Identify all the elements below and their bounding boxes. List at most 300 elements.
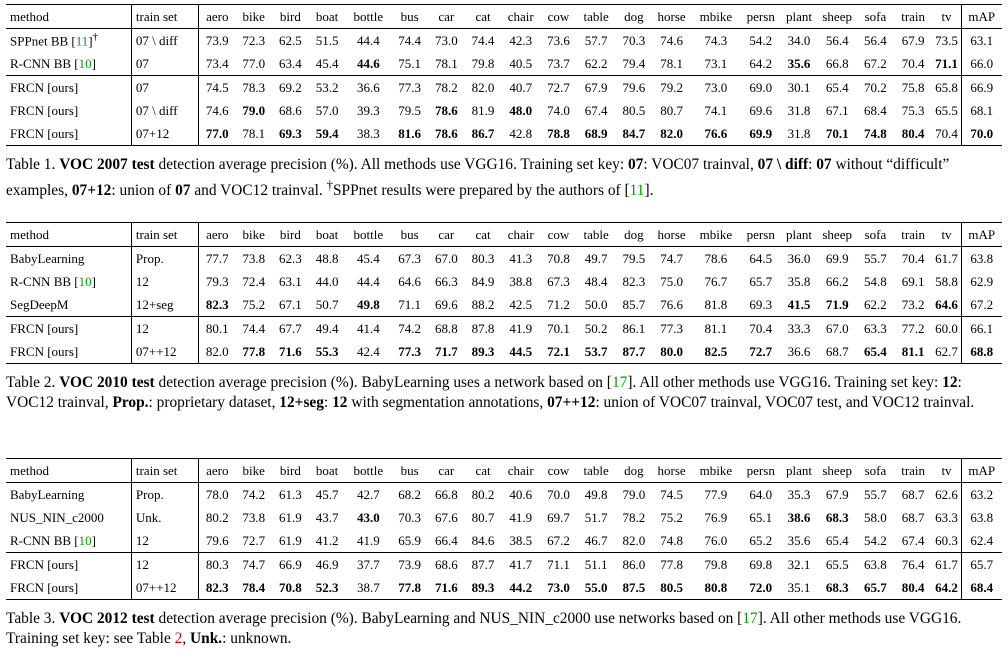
ap-cell: 77.0 [242,55,266,71]
ap-cell: 72.4 [242,273,266,289]
ap-cell: 48.0 [509,102,533,118]
column-header: train [894,223,933,247]
ap-cell: 71.9 [825,296,849,312]
column-header: mAP [961,223,1002,247]
table-1-caption: Table 1. VOC 2007 test detection average precision (%). All methods use VGG16. Training set key: 07: VOC07 trainval, 07 \ diff: 07 without “difficult” examples, 07+12: union of 07 and VOC12 trainval. †SPPnet results were prepared by the authors of [11]. [6,156,950,200]
column-header: sofa [857,459,894,483]
ap-cell: 35.6 [787,55,811,71]
ap-cell: 78.6 [428,122,465,146]
column-header: sheep [817,5,857,29]
ap-cell: 30.1 [781,76,818,100]
ap-cell: 79.8 [691,553,741,577]
table-row [6,99,1002,122]
ap-cell: 42.3 [509,32,533,48]
ap-cell: 42.4 [345,340,391,364]
ap-cell: 35.1 [781,576,818,600]
results-table-1 [6,4,1002,146]
ap-cell: 78.6 [704,250,728,266]
header-row [6,223,1002,247]
ap-cell: 87.5 [616,576,653,600]
method-cell: SPPnet BB [11]† [10,31,99,49]
column-header: plant [781,223,818,247]
ap-cell: 77.7 [205,250,229,266]
column-header: bike [235,223,272,247]
ap-cell: 56.4 [825,32,849,48]
ap-cell: 35.6 [787,532,811,548]
citation-link[interactable]: 17 [742,610,758,627]
ap-cell: 50.0 [584,296,608,312]
ap-cell: 42.8 [501,122,540,146]
ap-cell: 65.5 [817,553,857,577]
ap-cell: 72.7 [242,532,266,548]
column-header: bottle [345,459,391,483]
ap-cell: 62.2 [584,55,608,71]
method-name: FRCN [ours] [10,343,79,359]
ap-cell: 68.7 [901,486,925,502]
ap-cell: 75.2 [660,509,683,525]
ap-cell: 65.2 [749,532,773,548]
ap-cell: 82.3 [622,273,646,289]
ap-cell: 77.8 [652,553,691,577]
column-header: cat [465,5,502,29]
ap-cell: 71.1 [540,553,577,577]
ap-cell: 73.0 [691,76,741,100]
ap-cell: 81.1 [691,317,741,341]
ap-cell: 70.3 [622,32,646,48]
ap-cell: 36.0 [787,250,811,266]
ap-cell: 71.1 [935,55,958,71]
train-set-cell: 12 [131,553,198,577]
map-cell: 68.4 [961,576,1002,600]
ap-cell: 71.6 [272,340,309,364]
ap-cell: 63.1 [279,273,302,289]
map-cell: 66.1 [961,317,1002,341]
ap-cell: 66.4 [434,532,458,548]
ap-cell: 38.8 [509,273,533,289]
ap-cell: 78.1 [434,55,458,71]
ap-cell: 77.3 [652,317,691,341]
ap-cell: 49.8 [356,296,380,312]
ap-cell: 43.7 [315,509,339,525]
ap-cell: 81.8 [704,296,728,312]
column-header: chair [501,459,540,483]
ap-cell: 80.7 [660,102,683,118]
citation-link[interactable]: 10 [78,273,92,289]
table-3-body [6,459,1002,600]
ap-cell: 58.0 [864,509,887,525]
ap-cell: 87.8 [465,317,502,341]
column-header: bus [391,459,428,483]
ap-cell: 67.0 [817,317,857,341]
ap-cell: 37.7 [345,553,391,577]
results-table-2 [6,222,1002,364]
ap-cell: 74.4 [471,32,495,48]
ap-cell: 41.7 [501,553,540,577]
method-name: SPPnet BB [10,33,69,49]
table-2-body [6,223,1002,364]
ap-cell: 73.7 [547,55,570,71]
map-cell: 63.2 [961,483,1002,507]
method-name: FRCN [ours] [10,102,79,118]
citation-link[interactable]: 10 [78,532,92,548]
ap-cell: 68.8 [428,317,465,341]
ap-cell: 58.8 [935,273,958,289]
ap-cell: 80.4 [894,122,933,146]
ap-cell: 77.3 [391,76,428,100]
ap-cell: 46.9 [309,553,346,577]
ap-cell: 41.3 [509,250,533,266]
column-header: sofa [857,223,894,247]
header-row [6,459,1002,483]
ap-cell: 73.9 [205,32,229,48]
ap-cell: 68.3 [817,576,857,600]
ap-cell: 77.8 [391,576,428,600]
ap-cell: 73.1 [704,55,728,71]
ap-cell: 74.3 [704,32,728,48]
ap-cell: 67.3 [398,250,422,266]
column-header: train [894,5,933,29]
ap-cell: 65.1 [749,509,773,525]
method-cell [6,576,131,600]
ap-cell: 75.1 [398,55,422,71]
column-header: mbike [691,5,741,29]
ap-cell: 80.5 [652,576,691,600]
method-name: FRCN [ours] [10,320,79,336]
ap-cell: 76.0 [704,532,728,548]
ap-cell: 76.6 [660,296,683,312]
ap-cell: 65.7 [749,273,773,289]
ap-cell: 68.6 [279,102,302,118]
ap-cell: 80.3 [199,553,236,577]
ap-cell: 79.2 [652,76,691,100]
ap-cell: 86.1 [616,317,653,341]
ap-cell: 70.4 [901,250,925,266]
ap-cell: 74.5 [660,486,683,502]
column-header: train set [131,459,198,483]
ap-cell: 63.4 [279,55,302,71]
ap-cell: 74.4 [398,32,422,48]
ap-cell: 65.5 [935,102,958,118]
method-cell: R-CNN BB [10] [10,532,96,548]
ap-cell: 68.7 [901,509,925,525]
ap-cell: 69.6 [434,296,458,312]
ap-cell: 74.2 [391,317,428,341]
ap-cell: 87.7 [616,340,653,364]
ap-cell: 40.7 [501,76,540,100]
ap-cell: 54.2 [749,32,773,48]
column-header: method [6,223,131,247]
table-row [6,52,1002,76]
ap-cell: 65.4 [857,340,894,364]
ap-cell: 80.7 [471,509,495,525]
ap-cell: 31.8 [787,102,811,118]
ap-cell: 50.2 [577,317,616,341]
ap-cell: 81.1 [894,340,933,364]
ap-cell: 54.2 [864,532,887,548]
column-header: plant [781,5,818,29]
ap-cell: 76.7 [704,273,728,289]
ap-cell: 78.6 [434,102,458,118]
ap-cell: 89.3 [465,576,502,600]
column-header: dog [616,223,653,247]
ap-cell: 44.2 [501,576,540,600]
ap-cell: 85.7 [622,296,646,312]
ap-cell: 82.5 [691,340,741,364]
column-header: horse [652,459,691,483]
ap-cell: 62.2 [864,296,887,312]
ap-cell: 33.3 [781,317,818,341]
ap-cell: 62.5 [279,32,302,48]
ap-cell: 70.0 [547,486,570,502]
method-name: R-CNN BB [10,55,72,71]
ap-cell: 31.8 [781,122,818,146]
column-header: table [577,223,616,247]
ap-cell: 63.8 [857,553,894,577]
table-2-block [6,222,1002,413]
ap-cell: 78.8 [540,122,577,146]
ap-cell: 42.7 [356,486,380,502]
ap-cell: 64.0 [749,486,773,502]
ap-cell: 67.0 [434,250,458,266]
ap-cell: 51.5 [315,32,339,48]
ap-cell: 69.1 [901,273,925,289]
ap-cell: 80.2 [471,486,495,502]
ap-cell: 68.7 [817,340,857,364]
train-set-cell: 07 [131,76,198,100]
ap-cell: 67.9 [825,486,849,502]
ap-cell: 84.9 [471,273,495,289]
ap-cell: 54.8 [864,273,887,289]
ap-cell: 61.7 [932,553,961,577]
ap-cell: 69.2 [272,76,309,100]
train-set-cell: 12 [131,317,198,341]
train-set-cell: Prop. [131,483,198,507]
map-cell: 62.4 [961,529,1002,553]
ap-cell: 55.7 [864,250,887,266]
ap-cell: 80.1 [199,317,236,341]
ap-cell: 66.8 [825,55,849,71]
ap-cell: 68.4 [864,102,887,118]
column-header: train set [131,223,198,247]
ap-cell: 42.5 [509,296,533,312]
ap-cell: 70.8 [272,576,309,600]
ap-cell: 73.2 [901,296,925,312]
ap-cell: 67.2 [547,532,570,548]
column-header: car [428,459,465,483]
ap-cell: 51.1 [577,553,616,577]
ap-cell: 41.2 [315,532,339,548]
ap-cell: 72.0 [741,576,781,600]
map-cell: 63.8 [961,247,1002,271]
ap-cell: 69.8 [741,553,781,577]
map-cell: 63.1 [961,29,1002,53]
ap-cell: 78.0 [205,486,229,502]
column-header: train set [131,5,198,29]
ap-cell: 61.7 [935,250,958,266]
table-row [6,270,1002,293]
ap-cell: 89.3 [465,340,502,364]
ap-cell: 80.0 [652,340,691,364]
ap-cell: 80.2 [205,509,229,525]
ap-cell: 79.0 [242,102,266,118]
table-row [6,293,1002,317]
ap-cell: 52.3 [309,576,346,600]
ap-cell: 40.5 [509,55,533,71]
column-header: bottle [345,5,391,29]
ap-cell: 71.6 [428,576,465,600]
column-header: aero [199,223,236,247]
ap-cell: 40.6 [509,486,533,502]
ap-cell: 61.3 [279,486,302,502]
results-table-3 [6,458,1002,600]
map-cell: 66.0 [961,52,1002,76]
ap-cell: 63.3 [857,317,894,341]
map-cell: 63.8 [961,506,1002,529]
method-cell [6,76,131,100]
column-header: horse [652,223,691,247]
ap-cell: 32.1 [781,553,818,577]
ap-cell: 77.9 [704,486,728,502]
column-header: chair [501,5,540,29]
column-header: horse [652,5,691,29]
ap-cell: 73.8 [242,250,266,266]
ap-cell: 39.3 [356,102,380,118]
column-header: cow [540,223,577,247]
column-header: mAP [961,5,1002,29]
ap-cell: 70.1 [817,122,857,146]
column-header: plant [781,459,818,483]
ap-cell: 49.4 [309,317,346,341]
ap-cell: 68.2 [398,486,422,502]
ap-cell: 41.9 [356,532,380,548]
column-header: bus [391,5,428,29]
column-header: persn [741,5,781,29]
column-header: bike [235,5,272,29]
table-3-caption: Table 3. VOC 2012 test detection average precision (%). BabyLearning and NUS_NIN_c2000 use networks based on [17]. All other methods use VGG16. Training set key: see Table 2, Unk.: unknown. [6,610,962,647]
ap-cell: 73.8 [242,509,266,525]
ap-cell: 67.4 [584,102,608,118]
ap-cell: 44.6 [356,55,380,71]
train-set-cell: 07+12 [131,122,198,146]
ap-cell: 44.4 [356,273,380,289]
ap-cell: 72.7 [741,340,781,364]
ap-cell: 72.1 [540,340,577,364]
ap-cell: 69.3 [272,122,309,146]
ap-cell: 67.6 [434,509,458,525]
ap-cell: 36.6 [781,340,818,364]
train-set-cell: 07 [131,52,198,76]
ap-cell: 57.7 [584,32,608,48]
ap-cell: 82.0 [652,122,691,146]
citation-link[interactable]: 11 [629,182,645,200]
ap-cell: 38.7 [345,576,391,600]
column-header: train [894,459,933,483]
ap-cell: 86.7 [465,122,502,146]
citation-link[interactable]: 11 [75,33,89,49]
method-cell [6,340,131,364]
ap-cell: 64.5 [749,250,773,266]
ap-cell: 68.6 [428,553,465,577]
ap-cell: 69.7 [547,509,570,525]
table-row [6,340,1002,364]
method-name: SegDeepM [10,296,69,312]
ap-cell: 45.4 [356,250,380,266]
ap-cell: 44.4 [356,32,380,48]
table-row [6,506,1002,529]
ap-cell: 86.0 [616,553,653,577]
ap-cell: 43.0 [356,509,380,525]
ap-cell: 73.4 [205,55,229,71]
column-header: bottle [345,223,391,247]
ap-cell: 65.8 [932,76,961,100]
train-set-cell: Prop. [131,247,198,271]
ap-cell: 78.3 [235,76,272,100]
ap-cell: 74.2 [242,486,266,502]
ap-cell: 75.2 [242,296,266,312]
table-row [6,483,1002,507]
column-header: dog [616,5,653,29]
ap-cell: 34.0 [787,32,811,48]
map-cell: 67.2 [961,293,1002,317]
ap-cell: 68.9 [577,122,616,146]
ap-cell: 50.7 [315,296,339,312]
ap-cell: 80.4 [894,576,933,600]
table-2-caption: Table 2. VOC 2010 test detection average precision (%). BabyLearning uses a network based on [17]. All other methods use VGG16. Training set key: 12: VOC12 trainval, Prop.: proprietary dataset, 12+seg: 12 with segmentation annotations, 07++12: union of VOC07 trainval, VOC07 test, and VOC12 trainval. [6,374,975,411]
method-name: FRCN [ours] [10,579,79,595]
method-name: R-CNN BB [10,273,72,289]
column-header: bird [272,5,309,29]
ap-cell: 77.0 [199,122,236,146]
ap-cell: 38.3 [345,122,391,146]
method-cell: R-CNN BB [10] [10,55,96,71]
ap-cell: 71.2 [547,296,570,312]
ap-cell: 48.8 [315,250,339,266]
ap-cell: 44.0 [315,273,339,289]
train-set-cell: 07 \ diff [131,99,198,122]
ap-cell: 60.3 [935,532,958,548]
ap-cell: 61.9 [279,532,302,548]
ap-cell: 65.7 [857,576,894,600]
column-header: bird [272,459,309,483]
ap-cell: 74.8 [660,532,683,548]
ap-cell: 77.3 [391,340,428,364]
ap-cell: 35.8 [787,273,811,289]
ap-cell: 76.6 [691,122,741,146]
citation-link[interactable]: 10 [78,55,92,71]
ap-cell: 56.4 [864,32,887,48]
ap-cell: 46.7 [584,532,608,548]
ap-cell: 80.8 [691,576,741,600]
table-row [6,122,1002,146]
ap-cell: 72.3 [242,32,266,48]
citation-link[interactable]: 17 [611,374,628,391]
ap-cell: 70.4 [741,317,781,341]
column-header: mAP [961,459,1002,483]
ap-cell: 48.4 [584,273,608,289]
map-cell: 66.9 [961,76,1002,100]
table-ref-link[interactable]: 2 [174,630,183,647]
ap-cell: 75.0 [660,273,683,289]
ap-cell: 69.9 [741,122,781,146]
table-1-block [6,4,1002,201]
dagger-mark: † [92,31,99,44]
ap-cell: 70.4 [901,55,925,71]
column-header: boat [309,223,346,247]
ap-cell: 57.0 [315,102,339,118]
ap-cell: 45.7 [315,486,339,502]
train-set-cell: 07++12 [131,576,198,600]
ap-cell: 60.0 [932,317,961,341]
